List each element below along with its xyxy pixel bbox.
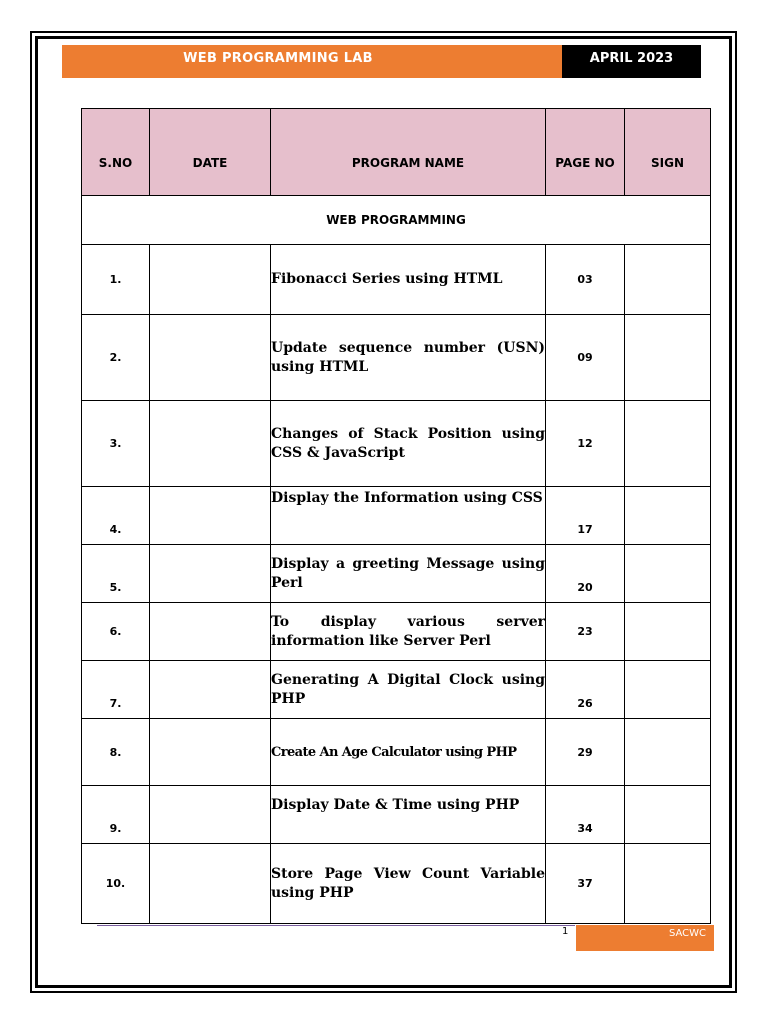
row-date	[150, 245, 271, 315]
table-row	[82, 245, 711, 315]
row-sign	[625, 315, 711, 401]
column-header-sign: SIGN	[625, 109, 711, 196]
row-page-no: 20	[546, 545, 625, 603]
row-sno: 8.	[82, 719, 150, 786]
table-header-row	[82, 109, 711, 196]
column-header-page-no: PAGE NO	[546, 109, 625, 196]
row-page-no: 12	[546, 401, 625, 487]
table-row	[82, 844, 711, 924]
row-sign	[625, 661, 711, 719]
row-sno: 4.	[82, 487, 150, 545]
row-sign	[625, 487, 711, 545]
row-sign	[625, 603, 711, 661]
table-row	[82, 786, 711, 844]
row-program-name: Generating A Digital Clock using PHP	[271, 661, 546, 719]
row-program-name: Display the Information using CSS	[271, 487, 546, 545]
row-program-name: Fibonacci Series using HTML	[271, 245, 546, 315]
row-page-no: 23	[546, 603, 625, 661]
row-sno: 5.	[82, 545, 150, 603]
row-program-name: Create An Age Calculator using PHP	[271, 719, 546, 786]
section-row	[82, 196, 711, 245]
table-row	[82, 315, 711, 401]
section-title: WEB PROGRAMMING	[82, 196, 711, 245]
row-program-name: Display a greeting Message using Perl	[271, 545, 546, 603]
table-row	[82, 401, 711, 487]
row-program-name: Store Page View Count Variable using PHP	[271, 844, 546, 924]
header-date: APRIL 2023	[562, 45, 701, 78]
row-sno: 3.	[82, 401, 150, 487]
row-page-no: 03	[546, 245, 625, 315]
row-sno: 1.	[82, 245, 150, 315]
row-sign	[625, 545, 711, 603]
row-date	[150, 844, 271, 924]
column-header-date: DATE	[150, 109, 271, 196]
row-sign	[625, 786, 711, 844]
table-row	[82, 661, 711, 719]
row-date	[150, 487, 271, 545]
row-sign	[625, 844, 711, 924]
row-page-no: 26	[546, 661, 625, 719]
table-row	[82, 487, 711, 545]
row-sno: 6.	[82, 603, 150, 661]
row-date	[150, 786, 271, 844]
row-page-no: 37	[546, 844, 625, 924]
row-date	[150, 719, 271, 786]
row-date	[150, 545, 271, 603]
row-program-name: Changes of Stack Position using CSS & JavaScript	[271, 401, 546, 487]
footer-label: SACWC	[576, 925, 714, 951]
row-date	[150, 401, 271, 487]
footer-page-number: 1	[562, 926, 569, 937]
table-row	[82, 719, 711, 786]
row-page-no: 29	[546, 719, 625, 786]
footer-divider	[97, 925, 575, 926]
row-date	[150, 603, 271, 661]
column-header-sno: S.NO	[82, 109, 150, 196]
row-date	[150, 661, 271, 719]
row-sign	[625, 719, 711, 786]
row-sno: 2.	[82, 315, 150, 401]
row-program-name: Display Date & Time using PHP	[271, 786, 546, 844]
row-sno: 10.	[82, 844, 150, 924]
row-sign	[625, 245, 711, 315]
header-title: WEB PROGRAMMING LAB	[183, 51, 373, 66]
row-sno: 7.	[82, 661, 150, 719]
row-page-no: 09	[546, 315, 625, 401]
column-header-program-name: PROGRAM NAME	[271, 109, 546, 196]
row-program-name: To display various server information like Server Perl	[271, 603, 546, 661]
row-program-name: Update sequence number (USN) using HTML	[271, 315, 546, 401]
row-sign	[625, 401, 711, 487]
table-row	[82, 603, 711, 661]
table-row	[82, 545, 711, 603]
row-page-no: 17	[546, 487, 625, 545]
row-page-no: 34	[546, 786, 625, 844]
index-table	[81, 108, 711, 924]
row-date	[150, 315, 271, 401]
row-sno: 9.	[82, 786, 150, 844]
